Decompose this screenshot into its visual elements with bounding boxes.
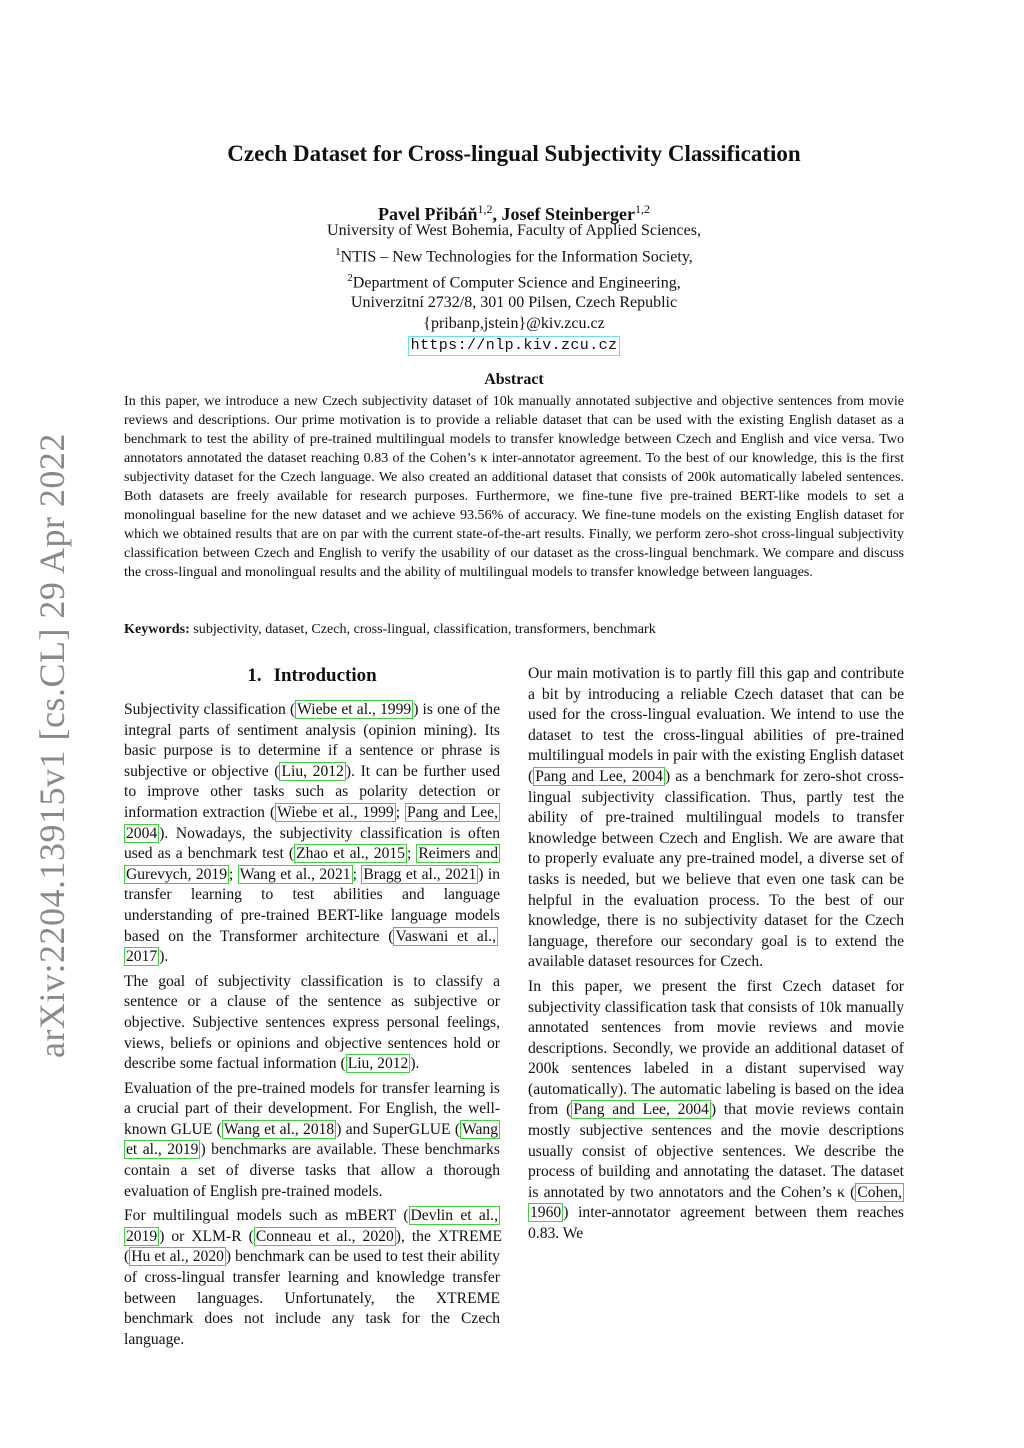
section-number: 1. [247,665,262,686]
lab-url-link[interactable]: https://nlp.kiv.zcu.cz [408,336,621,356]
paragraph-text: ; [406,845,417,863]
citation-link[interactable]: Hu et al., 2020 [131,1248,224,1266]
paragraph-text: ) in transfer learning to test abilities and language understanding of pre-trained BERT-like language models based on the Transformer architecture ( [124,865,501,945]
paragraph-text: ) or XLM-R ( [159,1227,254,1245]
citation-link[interactable]: Bragg et al., 2021 [363,865,477,883]
keywords-line [124,619,904,639]
affiliation-ntis-text: NTIS – New Technologies for the Information Society, [340,247,693,265]
paragraph-text: ; [395,803,406,821]
paragraph-text: ) that movie reviews contain mostly subjective sentences and the movie descriptions usually consist of objective sentences. We describe the process of building and annotating the dataset. The dataset is annotated by two annotators and the Cohen’s κ ( [528,1101,904,1201]
paragraph-text: ; [229,865,238,883]
paragraph-text: ). [159,948,169,966]
right-column [528,664,904,1249]
citation-link[interactable]: Cohen, 1960 [530,1183,902,1222]
paper-title: Czech Dataset for Cross-lingual Subjectivity Classification [227,141,801,166]
lab-url-line [124,335,904,356]
citation-link[interactable]: Vaswani et al., 2017 [126,927,496,966]
paragraph-text: Evaluation of the pre-trained models for transfer learning is a crucial part of their development. For English, the well-known GLUE ( [124,1079,500,1138]
paragraph-text: For multilingual models such as mBERT ( [124,1207,409,1225]
citation-link[interactable]: Conneau et al., 2020 [255,1227,394,1245]
citation-link[interactable]: Reimers and Gurevych, 2019 [126,845,498,883]
intro-paragraph-6 [528,977,904,1245]
paragraph-text: ). [410,1055,420,1073]
affiliation-address: Univerzitní 2732/8, 301 00 Pilsen, Czech Republic [350,294,678,312]
author-list: Pavel Přibáň$^{1,2}$, Josef Steinberger$^{1,2}$ [378,202,650,224]
paragraph-text: ) inter-annotator agreement between them reaches 0.83. We [528,1204,904,1243]
paragraph-text: Our main motivation is to partly fill this gap and contribute a bit by introducing a reliable Czech dataset that can be used for the cross-lingual evaluation. We intend to use the dataset to test the cross-lingual abilities of pre-trained multilingual models in pair with the existing English dataset ( [528,665,904,785]
citation-link[interactable]: Liu, 2012 [347,1055,409,1073]
intro-paragraph-2 [124,972,500,1075]
citation-link[interactable]: Wang et al., 2018 [223,1120,335,1138]
affiliation-marker: 2 [347,271,353,284]
intro-paragraph-1 [124,700,500,968]
intro-paragraph-4 [124,1206,500,1350]
paragraph-text: ) and SuperGLUE ( [336,1120,461,1138]
citation-link[interactable]: Wiebe et al., 1999 [277,803,394,821]
arxiv-identifier-stamp: arXiv:2204.13915v1 [cs.CL] 29 Apr 2022 [32,433,72,1058]
author-affiliation-marker: 1,2 [634,202,650,216]
affiliation-block [124,221,904,356]
left-column [124,664,500,1354]
abstract-heading: Abstract [484,371,544,388]
citation-link[interactable]: Wiebe et al., 1999 [297,701,412,718]
paragraph-text: ) benchmark can be used to test their ability of cross-lingual transfer learning and knowledge transfer between languages. Unfortunately, the XTREME benchmark does not include any task for the Czech language. [124,1248,500,1348]
paragraph-text: ; [352,865,362,883]
citation-link[interactable]: Liu, 2012 [281,762,344,780]
citation-link[interactable]: Wang et al., 2019 [126,1120,498,1159]
paragraph-text: ) is one of the integral parts of sentiment analysis (opinion mining). Its basic purpose is to determine if a sentence or phrase is subjective or objective ( [124,701,500,780]
citation-link[interactable]: Pang and Lee, 2004 [535,767,663,785]
citation-link[interactable]: Pang and Lee, 2004 [126,803,498,842]
section-heading-introduction [124,664,500,688]
affiliation-university: University of West Bohemia, Faculty of Applied Sciences, [327,222,701,239]
author-affiliation-marker: 1,2 [477,202,493,216]
paragraph-text: ). It can be further used to improve other tasks such as polarity detection or information extraction ( [124,762,501,821]
keywords-label: Keywords: [124,621,190,637]
citation-link[interactable]: Devlin et al., 2019 [126,1207,498,1245]
author-name: Josef Steinberger [501,204,635,224]
keywords-text: subjectivity, dataset, Czech, cross-lingual, classification, transformers, benchmark [193,621,656,637]
paragraph-text: In this paper, we present the first Czech dataset for subjectivity classification task that consists of 10k manually annotated sentences from movie reviews and movie descriptions. Secondly, we provide an additional dataset of 200k sentences labeled in a distant supervised way (automatically). The automatic labeling is based on the idea from ( [528,977,904,1119]
citation-link[interactable]: Zhao et al., 2015 [296,845,405,863]
paragraph-text: ) benchmarks are available. These benchmarks contain a set of diverse tasks that allow a thorough evaluation of English pre-trained models. [124,1141,500,1200]
affiliation-ntis [124,242,904,268]
author-name: Pavel Přibáň [378,204,478,224]
intro-paragraph-3 [124,1079,500,1203]
paragraph-text: Subjectivity classification ( [124,701,296,718]
intro-paragraph-5 [528,664,904,973]
citation-link[interactable]: Pang and Lee, 2004 [573,1101,709,1119]
section-title: Introduction [273,665,377,686]
affiliation-department-text: Department of Computer Science and Engineering, [352,273,681,291]
citation-link[interactable]: Wang et al., 2021 [239,865,351,883]
paragraph-text: ) as a benchmark for zero-shot cross-lingual subjectivity classification. Thus, partly test the ability of pre-trained multilingual models to transfer knowledge between Czech and English. We are aware that to properly evaluate any pre-trained model, a diverse set of tasks is needed, but we believe that even one task can be helpful in the evaluation process. To the best of our knowledge, there is no subjectivity dataset for the Czech language, therefore our secondary goal is to extend the available dataset resources for Czech. [528,767,904,971]
affiliation-department [124,268,904,294]
paragraph-text: ), the XTREME ( [124,1227,502,1266]
paragraph-text: The goal of subjectivity classification is to classify a sentence or a clause of the sentence as subjective or objective. Subjective sentences express personal feelings, views, beliefs or opinions and objective sentences hold or describe some factual information ( [124,972,500,1073]
abstract-text: In this paper, we introduce a new Czech subjectivity dataset of 10k manually annotated subjective and objective sentences from movie reviews and descriptions. Our prime motivation is to provide a reliable dataset that can be used with the existing English dataset as a benchmark to test the ability of pre-trained multilingual models to transfer knowledge between Czech and English and vice versa. Two annotators annotated the dataset reaching 0.83 of the Cohen’s κ inter-annotator agreement. To the best of our knowledge, this is the first subjectivity dataset for the Czech language. We also created an additional dataset that consists of 200k automatically labeled sentences. Both datasets are freely available for research purposes. Furthermore, we fine-tune five pre-trained BERT-like models to set a monolingual baseline for the new dataset and we achieve 93.56% of accuracy. We fine-tune models on the existing English dataset for which we obtained results that are on par with the current state-of-the-art results. Finally, we perform zero-shot cross-lingual subjectivity classification between Czech and English to verify the usability of our dataset as the cross-lingual benchmark. We compare and discuss the cross-lingual and monolingual results and the ability of multilingual models to transfer knowledge between languages. [124,393,904,580]
author-email: {pribanp,jstein}@kiv.zcu.cz [423,315,605,333]
paragraph-text: ). Nowadays, the subjectivity classification is often used as a benchmark test ( [124,824,500,863]
affiliation-marker: 1 [335,245,341,258]
